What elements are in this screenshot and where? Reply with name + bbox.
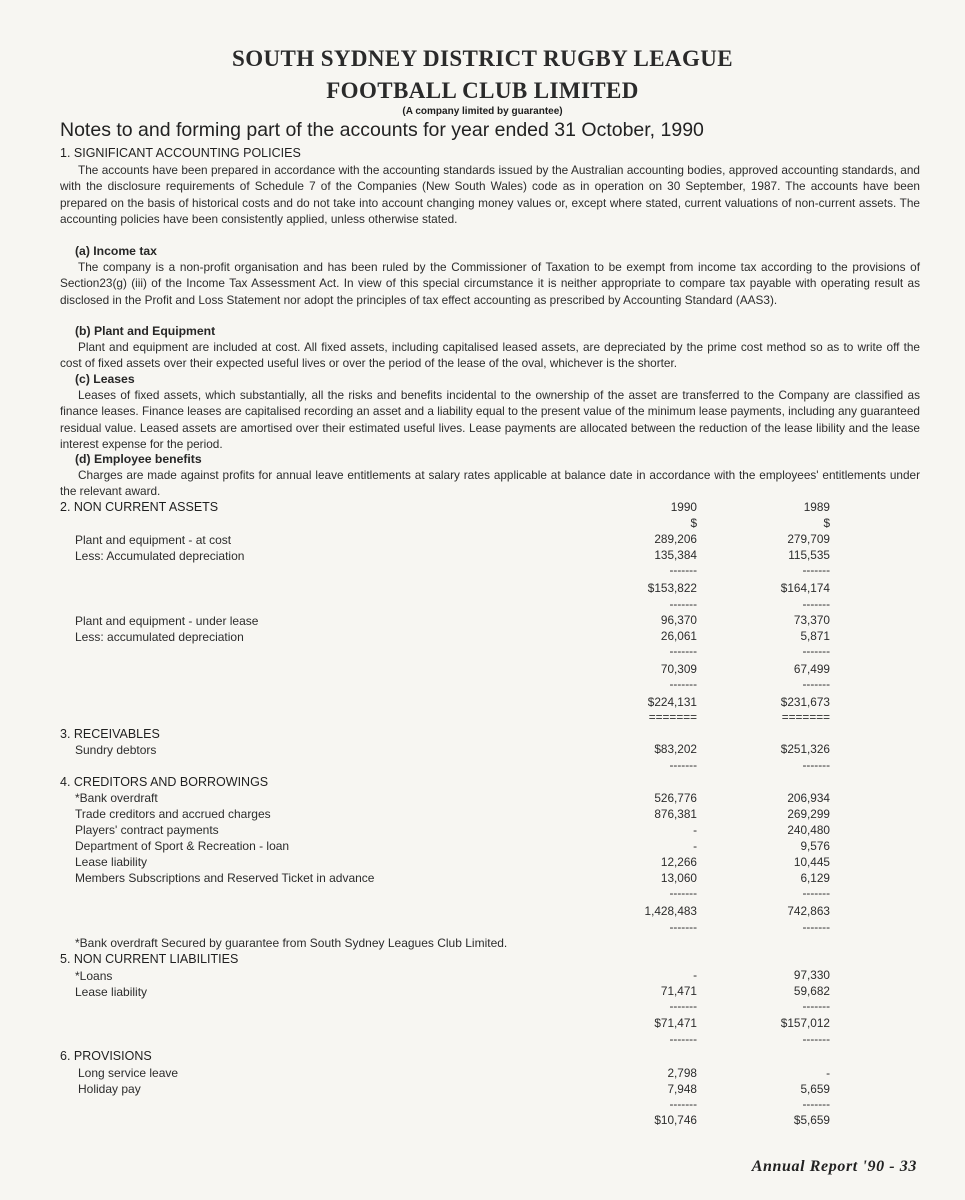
income-tax-heading: (a) Income tax [75,244,157,258]
double-rule: ======= [648,710,697,724]
value-1990: 71,471 [660,984,697,998]
section-6-heading: 6. PROVISIONS [60,1049,152,1063]
plant-equipment-paragraph [60,339,920,372]
employee-benefits-heading: (d) Employee benefits [75,452,202,466]
single-rule: ------- [802,644,830,658]
row-label: Plant and equipment - at cost [75,533,232,547]
column-unit-1990: $ [690,516,697,530]
value-1990: 876,381 [654,807,697,821]
total-1990: $224,131 [647,695,697,709]
value-1989: 269,299 [787,807,830,821]
value-1989: - [826,1066,830,1080]
row-label: Less: accumulated depreciation [75,630,244,644]
value-1990: 135,384 [654,548,697,562]
value-1990: 12,266 [660,855,697,869]
section-1-heading: 1. SIGNIFICANT ACCOUNTING POLICIES [60,146,301,160]
row-label: *Loans [75,969,113,983]
value-1990: 96,370 [660,613,697,627]
leases-heading: (c) Leases [75,372,135,386]
row-label: Players' contract payments [75,823,219,837]
section-5-heading: 5. NON CURRENT LIABILITIES [60,952,239,966]
section-2-heading: 2. NON CURRENT ASSETS [60,500,219,514]
value-1989: 206,934 [787,791,830,805]
club-name-line2: FOOTBALL CLUB LIMITED [326,78,639,103]
row-label: Members Subscriptions and Reserved Ticket in advance [75,871,375,885]
page-footer: Annual Report '90 - 33 [751,1158,917,1175]
single-rule: ------- [802,999,830,1013]
double-rule: ======= [781,710,830,724]
row-label: Plant and equipment - under lease [75,614,259,628]
value-1990: - [693,839,697,853]
value-1989: 97,330 [793,968,830,982]
single-rule: ------- [802,920,830,934]
plant-equipment-text: Plant and equipment are included at cost. All fixed assets, including capitalised leased assets, are depreciated by the prime cost method so as to write off the cost of fixed assets over their expected useful lives or over the period of the lease of the oval, whichever is the shorter. [60,340,920,371]
single-rule: ------- [669,886,697,900]
subtotal-1989: 67,499 [793,662,830,676]
section-4-heading: 4. CREDITORS AND BORROWINGS [60,775,269,789]
income-tax-text: The company is a non-profit organisation and has been ruled by the Commissioner of Taxation to be exempt from income tax according to the provisions of Section23(g) (iii) of the Income Tax Assessment Act. In view of this special circumstance it is neither appropriate to compare tax payable with operating result as disclosed in the Profit and Loss Statement nor adopt the principles of tax effect accounting as prescribed by Accounting Standard (AAS3). [60,260,920,307]
subtotal-1989: $164,174 [780,581,830,595]
single-rule: ------- [669,644,697,658]
total-1990: $71,471 [654,1016,697,1030]
row-label: Trade creditors and accrued charges [75,807,271,821]
row-label: Sundry debtors [75,743,157,757]
value-1989: 59,682 [793,984,830,998]
value-1990: 289,206 [654,532,697,546]
section-3-heading: 3. RECEIVABLES [60,727,160,741]
row-label: Less: Accumulated depreciation [75,549,245,563]
value-1989: 73,370 [793,613,830,627]
single-rule: ------- [802,758,830,772]
leases-paragraph [60,387,920,453]
single-rule: ------- [802,677,830,691]
value-1989: 5,659 [800,1082,830,1096]
total-1989: $5,659 [793,1113,830,1127]
row-label: Department of Sport & Recreation - loan [75,839,290,853]
single-rule: ------- [669,677,697,691]
single-rule: ------- [802,563,830,577]
value-1989: 6,129 [800,871,830,885]
value-1990: 7,948 [667,1082,697,1096]
column-year-1989: 1989 [803,500,830,514]
subtotal-1990: $153,822 [647,581,697,595]
value-1989: 9,576 [800,839,830,853]
value-1990: - [693,968,697,982]
value-1990: 26,061 [660,629,697,643]
single-rule: ------- [669,920,697,934]
row-label: Holiday pay [78,1082,141,1096]
subtotal-1990: 70,309 [660,662,697,676]
column-year-1990: 1990 [670,500,697,514]
leases-text: Leases of fixed assets, which substantially, all the risks and benefits incidental to the ownership of the asset are transferred to the Company are classified as finance leases. Finance leases are capitalised recording an asset and a liability equal to the present value of the minimum lease payments, including any guaranteed residual value. Leased assets are amortised over their estimated useful lives. Lease payments are allocated between the reduction of the lease libility and the lease interest expense for the period. [60,388,920,452]
overdraft-footnote: *Bank overdraft Secured by guarantee from South Sydney Leagues Club Limited. [75,936,508,950]
single-rule: ------- [669,597,697,611]
total-1990: $10,746 [654,1113,697,1127]
employee-benefits-paragraph [60,467,920,500]
row-label: Lease liability [75,985,148,999]
total-1990: 1,428,483 [644,904,697,918]
row-label: Long service leave [78,1066,179,1080]
section-1-intro-text: The accounts have been prepared in accordance with the accounting standards issued by the Australian accounting bodies, approved accounting standards, and with the disclosure requirements of Schedule 7 of the Companies (New South Wales) code as in operation on 30 September, 1987. The accounts have been prepared on the basis of historical costs and do not take into account changing money values or, except where stated, current valuations of non-current assets. The accounting policies have been consistently applied, unless otherwise stated. [60,163,920,227]
single-rule: ------- [669,999,697,1013]
total-1989: $231,673 [780,695,830,709]
single-rule: ------- [802,1032,830,1046]
value-1989: 240,480 [787,823,830,837]
employee-benefits-text: Charges are made against profits for annual leave entitlements at salary rates applicable at balance date in accordance with the employees' entitlements under the relevant award. [60,468,920,499]
value-1989: 279,709 [787,532,830,546]
value-1989: 10,445 [793,855,830,869]
single-rule: ------- [802,1097,830,1111]
single-rule: ------- [802,886,830,900]
value-1989: $251,326 [780,742,830,756]
single-rule: ------- [669,563,697,577]
total-1989: $157,012 [780,1016,830,1030]
value-1990: $83,202 [654,742,697,756]
single-rule: ------- [669,1032,697,1046]
row-label: Lease liability [75,855,148,869]
plant-equipment-heading: (b) Plant and Equipment [75,324,216,338]
value-1989: 115,535 [788,548,830,562]
income-tax-paragraph [60,259,920,308]
section-1-intro [60,162,920,228]
company-note: (A company limited by guarantee) [402,106,563,117]
column-unit-1989: $ [823,516,830,530]
single-rule: ------- [669,1097,697,1111]
row-label: *Bank overdraft [75,791,158,805]
value-1989: 5,871 [800,629,830,643]
notes-title: Notes to and forming part of the accounts for year ended 31 October, 1990 [60,119,704,141]
club-name-line1: SOUTH SYDNEY DISTRICT RUGBY LEAGUE [232,46,733,71]
total-1989: 742,863 [787,904,830,918]
value-1990: 2,798 [667,1066,697,1080]
value-1990: 526,776 [654,791,697,805]
single-rule: ------- [669,758,697,772]
value-1990: 13,060 [660,871,697,885]
value-1990: - [693,823,697,837]
single-rule: ------- [802,597,830,611]
